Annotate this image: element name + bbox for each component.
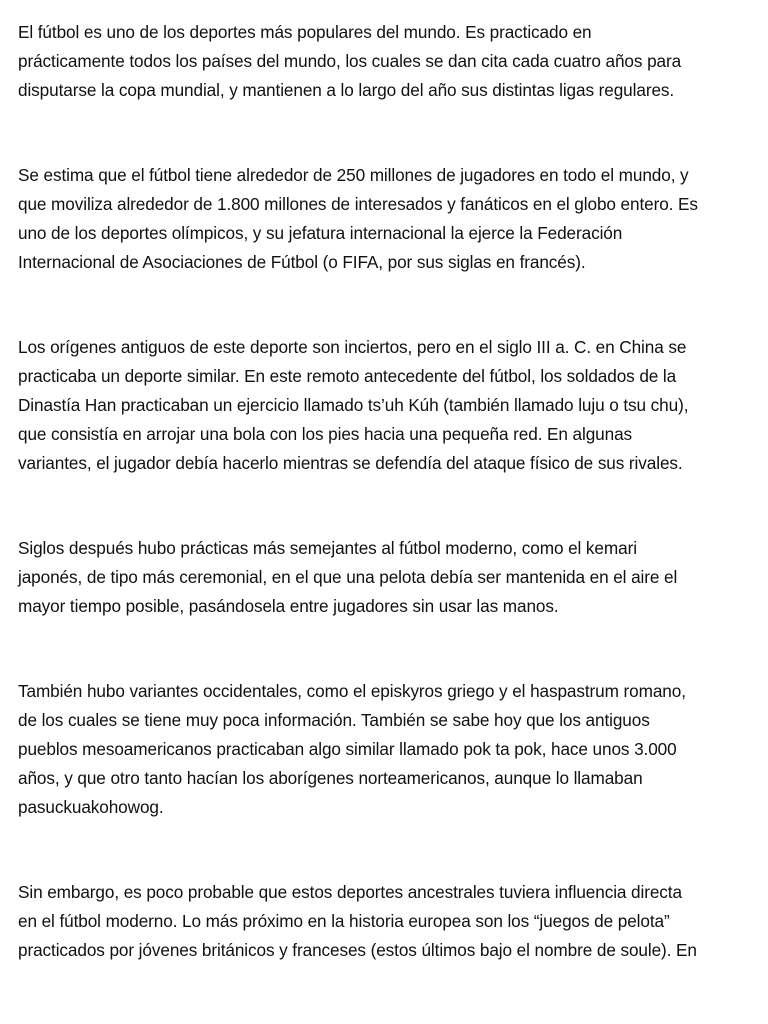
paragraph-line: Sin embargo, es poco probable que estos deportes ancestrales tuviera influencia directa bbox=[18, 882, 682, 902]
document-page bbox=[18, 18, 754, 1021]
paragraph-1 bbox=[18, 18, 754, 105]
paragraph-2 bbox=[18, 161, 754, 277]
paragraph-line: que consistía en arrojar una bola con los pies hacia una pequeña red. En algunas bbox=[18, 424, 633, 444]
paragraph-line: disputarse la copa mundial, y mantienen a lo largo del año sus distintas ligas regulares. bbox=[18, 80, 675, 100]
paragraph-line: pasuckuakohowog. bbox=[18, 797, 164, 817]
paragraph-line: Internacional de Asociaciones de Fútbol (o FIFA, por sus siglas en francés). bbox=[18, 252, 586, 272]
paragraph-line: practicaba un deporte similar. En este remoto antecedente del fútbol, los soldados de la bbox=[18, 366, 677, 386]
paragraph-line: variantes, el jugador debía hacerlo mientras se defendía del ataque físico de sus rivales. bbox=[18, 453, 683, 473]
paragraph-line: practicados por jóvenes británicos y franceses (estos últimos bajo el nombre de soule). En bbox=[18, 940, 697, 960]
paragraph-line: El fútbol es uno de los deportes más populares del mundo. Es practicado en bbox=[18, 22, 592, 42]
paragraph-line: que moviliza alrededor de 1.800 millones de interesados y fanáticos en el globo entero. Es bbox=[18, 194, 698, 214]
paragraph-5 bbox=[18, 677, 754, 822]
paragraph-3 bbox=[18, 333, 754, 478]
paragraph-line: prácticamente todos los países del mundo, los cuales se dan cita cada cuatro años para bbox=[18, 51, 682, 71]
paragraph-line: de los cuales se tiene muy poca información. También se sabe hoy que los antiguos bbox=[18, 710, 650, 730]
paragraph-line: Los orígenes antiguos de este deporte son inciertos, pero en el siglo III a. C. en China se bbox=[18, 337, 687, 357]
paragraph-line: en el fútbol moderno. Lo más próximo en la historia europea son los “juegos de pelota” bbox=[18, 911, 670, 931]
paragraph-line: Siglos después hubo prácticas más semejantes al fútbol moderno, como el kemari bbox=[18, 538, 637, 558]
paragraph-line: pueblos mesoamericanos practicaban algo similar llamado pok ta pok, hace unos 3.000 bbox=[18, 739, 677, 759]
paragraph-line: uno de los deportes olímpicos, y su jefatura internacional la ejerce la Federación bbox=[18, 223, 623, 243]
paragraph-line: mayor tiempo posible, pasándosela entre jugadores sin usar las manos. bbox=[18, 596, 559, 616]
paragraph-line: Se estima que el fútbol tiene alrededor de 250 millones de jugadores en todo el mundo, y bbox=[18, 165, 689, 185]
paragraph-line: años, y que otro tanto hacían los aborígenes norteamericanos, aunque lo llamaban bbox=[18, 768, 643, 788]
paragraph-6 bbox=[18, 878, 754, 965]
paragraph-4 bbox=[18, 534, 754, 621]
paragraph-line: japonés, de tipo más ceremonial, en el que una pelota debía ser mantenida en el aire el bbox=[18, 567, 678, 587]
paragraph-line: También hubo variantes occidentales, como el episkyros griego y el haspastrum romano, bbox=[18, 681, 686, 701]
paragraph-line: Dinastía Han practicaban un ejercicio llamado ts’uh Kúh (también llamado luju o tsu chu), bbox=[18, 395, 689, 415]
